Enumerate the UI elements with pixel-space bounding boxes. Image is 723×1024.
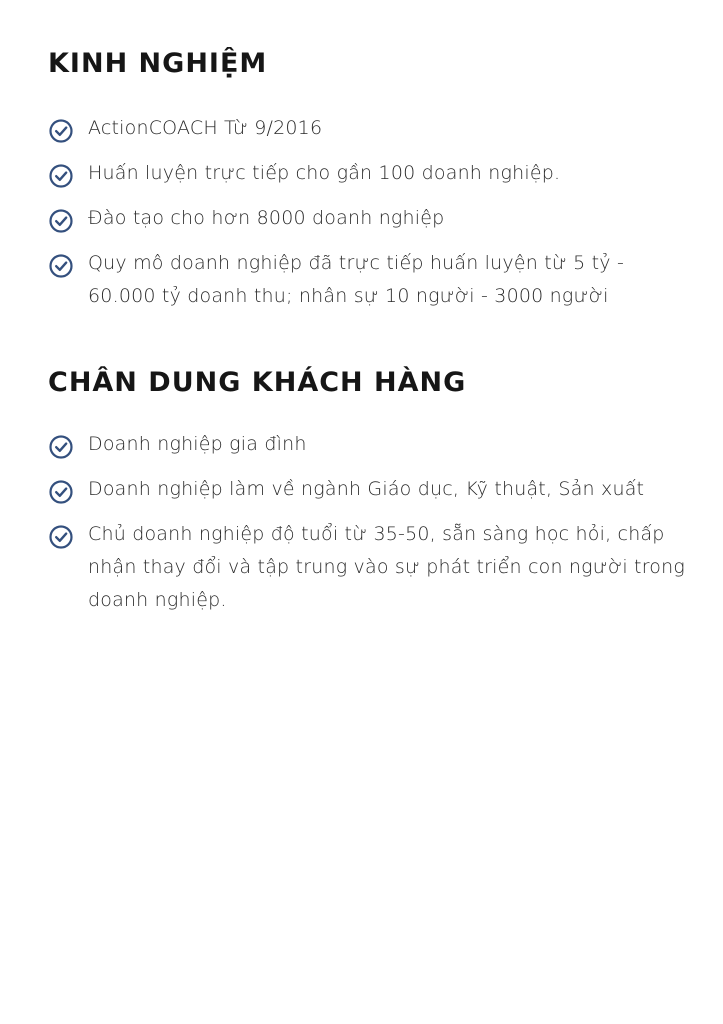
check-circle-icon (48, 208, 74, 234)
list-item-text: Đào tạo cho hơn 8000 doanh nghiệp (88, 207, 445, 229)
list-item-text: Huấn luyện trực tiếp cho gần 100 doanh nghiệp. (88, 162, 561, 184)
section-title-experience: KINH NGHIỆM (48, 48, 268, 79)
list-item-text: Doanh nghiệp gia đình (88, 433, 307, 455)
customer-profile-list (48, 428, 688, 629)
experience-list (48, 112, 688, 325)
section-title-customer-profile: CHÂN DUNG KHÁCH HÀNG (48, 367, 467, 398)
check-circle-icon (48, 163, 74, 189)
list-item-text: ActionCOACH Từ 9/2016 (88, 117, 323, 139)
list-item (48, 157, 688, 190)
list-item (48, 518, 688, 617)
list-item (48, 112, 688, 145)
list-item (48, 247, 688, 313)
list-item (48, 202, 688, 235)
list-item-text: Quy mô doanh nghiệp đã trực tiếp huấn luyện từ 5 tỷ - 60.000 tỷ doanh thu; nhân sự 10 người - 3000 người (88, 252, 625, 307)
check-circle-icon (48, 524, 74, 550)
list-item-text: Chủ doanh nghiệp độ tuổi từ 35-50, sẵn sàng học hỏi, chấp nhận thay đổi và tập trung vào sự phát triển con người trong doanh nghiệp. (88, 523, 685, 611)
check-circle-icon (48, 434, 74, 460)
list-item (48, 428, 688, 461)
check-circle-icon (48, 479, 74, 505)
check-circle-icon (48, 253, 74, 279)
list-item (48, 473, 688, 506)
list-item-text: Doanh nghiệp làm về ngành Giáo dục, Kỹ thuật, Sản xuất (88, 478, 645, 500)
check-circle-icon (48, 118, 74, 144)
